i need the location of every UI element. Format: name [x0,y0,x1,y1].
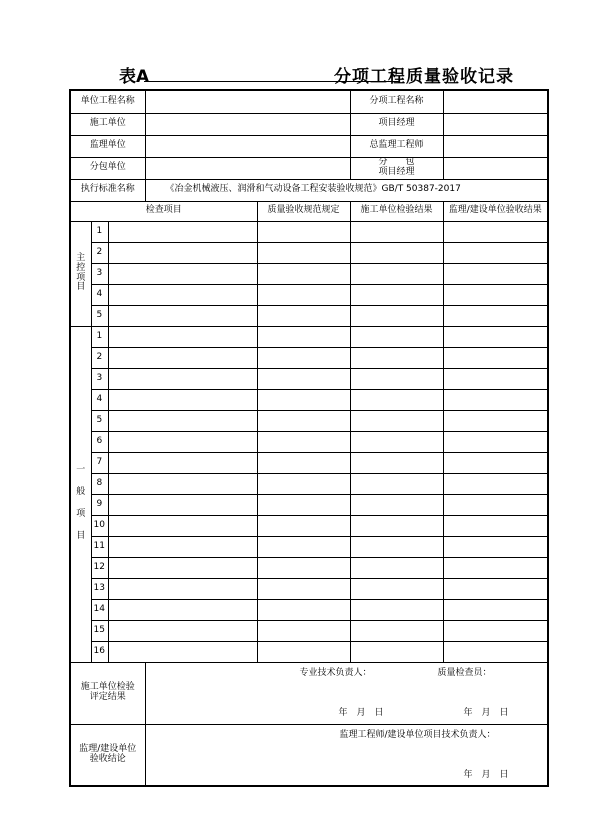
general-item-spec[interactable] [257,326,350,347]
construction-unit-field[interactable] [145,113,350,135]
general-item-supervision[interactable] [443,368,548,389]
general-item-construction[interactable] [350,599,443,620]
general-item-supervision[interactable] [443,620,548,641]
general-item-supervision[interactable] [443,389,548,410]
header-construction-result: 施工单位检验结果 [350,201,443,221]
general-item-spec[interactable] [257,473,350,494]
main-item-number: 3 [91,263,108,284]
general-item-row [70,620,548,641]
supervision-unit-label: 监理单位 [70,135,145,157]
evaluation-date-1: 年 月 日 [338,707,384,718]
project-manager-label: 项目经理 [350,113,443,135]
general-item-content[interactable] [108,599,257,620]
general-item-construction[interactable] [350,620,443,641]
info-row-3 [70,135,548,157]
general-item-spec[interactable] [257,410,350,431]
main-item-construction[interactable] [350,284,443,305]
main-item-supervision[interactable] [443,305,548,326]
general-item-supervision[interactable] [443,557,548,578]
general-item-row [70,473,548,494]
project-manager-field[interactable] [443,113,548,135]
general-item-supervision[interactable] [443,347,548,368]
general-item-supervision[interactable] [443,641,548,662]
general-item-number: 8 [91,473,108,494]
general-item-number: 14 [91,599,108,620]
title-main: 分项工程质量验收记录 [334,67,514,87]
main-item-content[interactable] [108,221,257,242]
general-item-content[interactable] [108,641,257,662]
conclusion-label-line1: 监理/建设单位 [79,743,137,754]
general-item-construction[interactable] [350,536,443,557]
main-item-number: 5 [91,305,108,326]
general-item-number: 3 [91,368,108,389]
evaluation-row [70,662,548,724]
general-item-spec[interactable] [257,452,350,473]
general-item-row [70,599,548,620]
standard-value: 《冶金机械液压、润滑和气动设备工程安装验收规范》GB/T 50387-2017 [145,179,548,201]
general-item-spec[interactable] [257,515,350,536]
general-item-supervision[interactable] [443,326,548,347]
general-item-spec[interactable] [257,536,350,557]
info-row-4 [70,157,548,179]
general-item-spec[interactable] [257,431,350,452]
main-item-content[interactable] [108,242,257,263]
general-item-row [70,557,548,578]
general-item-number: 9 [91,494,108,515]
form-title [69,60,547,86]
unit-project-field[interactable] [145,90,350,113]
info-row-2 [70,113,548,135]
chief-supervisor-label: 总监理工程师 [350,135,443,157]
main-label-char: 项 [76,272,86,283]
conclusion-content[interactable] [145,724,548,786]
main-item-row [70,284,548,305]
sub-pm-field[interactable] [443,157,548,179]
main-item-construction[interactable] [350,221,443,242]
sub-pm-label-line1: 分 包 [378,157,415,168]
general-item-row [70,494,548,515]
general-item-construction[interactable] [350,494,443,515]
construction-unit-label: 施工单位 [70,113,145,135]
title-prefix: 表A [119,67,150,87]
general-label-char: 般 [76,486,86,497]
general-item-row [70,431,548,452]
main-item-row [70,305,548,326]
header-item: 检查项目 [70,201,257,221]
general-item-construction[interactable] [350,641,443,662]
standard-label: 执行标准名称 [70,179,145,201]
general-item-row [70,452,548,473]
general-item-number: 12 [91,557,108,578]
main-item-construction[interactable] [350,305,443,326]
general-item-spec[interactable] [257,641,350,662]
main-item-supervision[interactable] [443,242,548,263]
general-item-content[interactable] [108,368,257,389]
sub-project-label: 分项工程名称 [350,90,443,113]
conclusion-label-line2: 验收结论 [89,753,126,764]
main-item-number: 1 [91,221,108,242]
general-item-supervision[interactable] [443,473,548,494]
sub-project-field[interactable] [443,90,548,113]
general-item-spec[interactable] [257,578,350,599]
general-item-supervision[interactable] [443,599,548,620]
general-item-supervision[interactable] [443,431,548,452]
general-item-content[interactable] [108,431,257,452]
conclusion-label [70,724,145,786]
subcontractor-field[interactable] [145,157,350,179]
main-item-number: 2 [91,242,108,263]
main-item-content[interactable] [108,284,257,305]
general-item-construction[interactable] [350,389,443,410]
general-item-spec[interactable] [257,494,350,515]
main-item-row [70,263,548,284]
general-item-spec[interactable] [257,599,350,620]
sub-pm-label-line2: 项目经理 [378,167,415,177]
main-label-char: 控 [76,262,86,273]
general-item-construction[interactable] [350,431,443,452]
evaluation-date-2: 年 月 日 [463,707,509,718]
general-item-content[interactable] [108,536,257,557]
chief-supervisor-field[interactable] [443,135,548,157]
general-item-content[interactable] [108,515,257,536]
general-item-construction[interactable] [350,452,443,473]
info-row-5 [70,179,548,201]
general-label-char: 目 [76,530,86,541]
general-item-supervision[interactable] [443,452,548,473]
general-item-content[interactable] [108,578,257,599]
subcontractor-label: 分包单位 [70,157,145,179]
general-label-char: 项 [76,508,86,519]
general-item-number: 1 [91,326,108,347]
main-label-char: 目 [76,282,86,293]
main-item-spec[interactable] [257,221,350,242]
general-item-number: 13 [91,578,108,599]
general-item-supervision[interactable] [443,494,548,515]
general-item-spec[interactable] [257,389,350,410]
general-item-row [70,641,548,662]
header-supervision-result: 监理/建设单位验收结果 [443,201,548,221]
general-item-construction[interactable] [350,326,443,347]
main-item-row [70,221,548,242]
general-item-number: 7 [91,452,108,473]
general-item-number: 6 [91,431,108,452]
main-item-spec[interactable] [257,284,350,305]
general-item-construction[interactable] [350,515,443,536]
main-item-construction[interactable] [350,242,443,263]
main-item-supervision[interactable] [443,263,548,284]
general-item-number: 5 [91,410,108,431]
main-item-supervision[interactable] [443,221,548,242]
conclusion-row [70,724,548,786]
supervision-unit-field[interactable] [145,135,350,157]
main-item-spec[interactable] [257,305,350,326]
general-item-content[interactable] [108,494,257,515]
main-item-spec[interactable] [257,242,350,263]
general-item-number: 10 [91,515,108,536]
general-item-supervision[interactable] [443,515,548,536]
general-item-content[interactable] [108,557,257,578]
header-spec: 质量验收规范规定 [257,201,350,221]
general-item-content[interactable] [108,473,257,494]
main-items-label [70,221,91,326]
evaluation-content[interactable] [145,662,548,724]
tech-lead-label: 专业技术负责人： [299,667,372,678]
general-item-number: 16 [91,641,108,662]
general-item-row [70,389,548,410]
main-item-number: 4 [91,284,108,305]
info-row-1 [70,90,548,113]
general-item-construction[interactable] [350,473,443,494]
general-item-content[interactable] [108,326,257,347]
general-item-number: 2 [91,347,108,368]
general-item-construction[interactable] [350,578,443,599]
inspector-label: 质量检查员： [437,667,492,678]
evaluation-label [70,662,145,724]
main-item-spec[interactable] [257,263,350,284]
conclusion-date: 年 月 日 [463,769,509,780]
main-item-content[interactable] [108,263,257,284]
general-item-content[interactable] [108,389,257,410]
header-row [70,201,548,221]
unit-project-label: 单位工程名称 [70,90,145,113]
general-item-row [70,326,548,347]
general-label-char: 一 [76,464,86,475]
general-item-supervision[interactable] [443,410,548,431]
main-item-construction[interactable] [350,263,443,284]
general-item-content[interactable] [108,347,257,368]
general-item-spec[interactable] [257,620,350,641]
general-item-row [70,347,548,368]
general-item-spec[interactable] [257,557,350,578]
general-item-row [70,515,548,536]
general-item-number: 15 [91,620,108,641]
evaluation-label-line2: 评定结果 [89,692,126,702]
general-item-construction[interactable] [350,368,443,389]
general-item-row [70,578,548,599]
main-label-char: 主 [76,252,86,263]
general-item-supervision[interactable] [443,578,548,599]
general-items-label [70,326,91,662]
main-item-supervision[interactable] [443,284,548,305]
general-item-construction[interactable] [350,410,443,431]
general-item-content[interactable] [108,410,257,431]
general-item-row [70,410,548,431]
general-item-content[interactable] [108,452,257,473]
general-item-supervision[interactable] [443,536,548,557]
general-item-spec[interactable] [257,368,350,389]
general-item-spec[interactable] [257,347,350,368]
signer-label: 监理工程师/建设单位项目技术负责人： [339,729,496,740]
inspection-table [69,89,549,787]
main-item-content[interactable] [108,305,257,326]
general-item-construction[interactable] [350,557,443,578]
general-item-number: 4 [91,389,108,410]
general-item-number: 11 [91,536,108,557]
main-item-row [70,242,548,263]
sub-pm-label [350,157,443,179]
general-item-construction[interactable] [350,347,443,368]
general-item-row [70,536,548,557]
evaluation-label-line1: 施工单位检验 [80,682,135,693]
general-item-content[interactable] [108,620,257,641]
general-item-row [70,368,548,389]
